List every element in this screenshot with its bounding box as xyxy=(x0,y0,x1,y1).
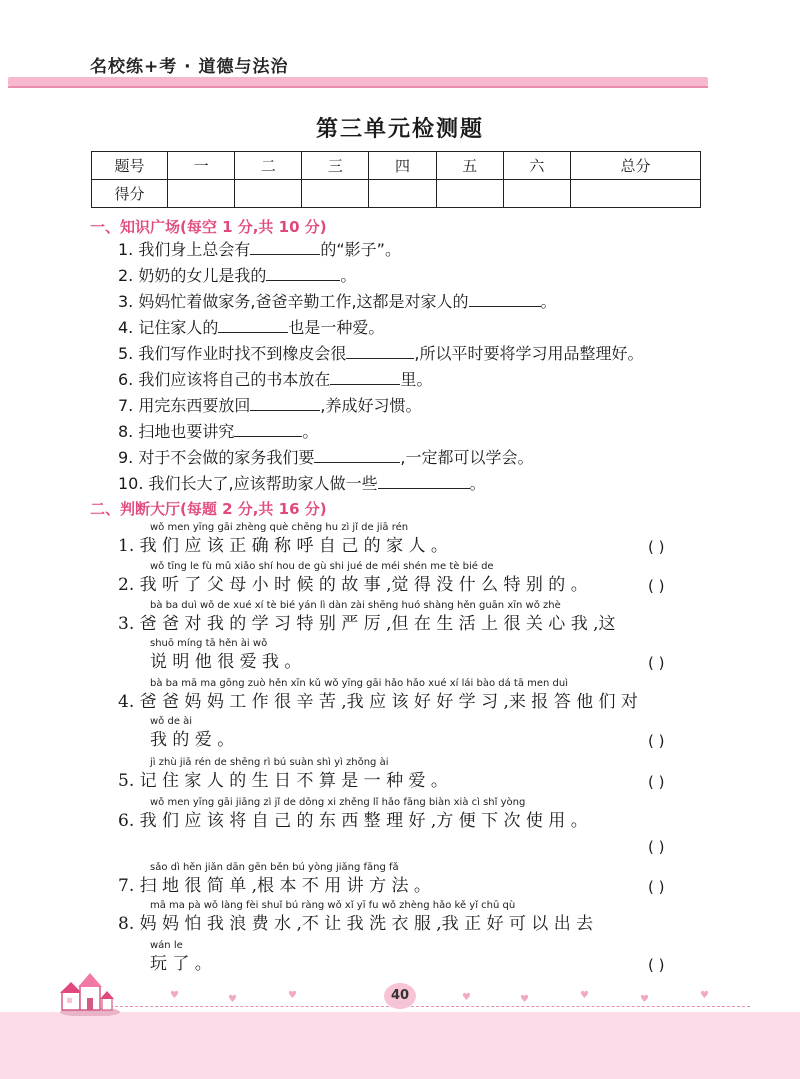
fill-question xyxy=(118,396,421,416)
question-text: 的“影子”。 xyxy=(320,240,401,259)
fill-question xyxy=(118,318,384,338)
judgment-question: 2. 我 听 了 父 母 小 时 候 的 故 事 ,觉 得 没 什 么 特 别 的 。 xyxy=(118,575,588,595)
answer-blank[interactable] xyxy=(250,240,320,255)
score-table-score-row xyxy=(92,180,701,208)
score-cell[interactable] xyxy=(302,180,369,208)
fill-question xyxy=(118,422,318,442)
table-cell: 三 xyxy=(302,152,369,180)
heart-decoration-icon: ♥ xyxy=(580,990,589,1001)
judgment-question: 6. 我 们 应 该 将 自 己 的 东 西 整 理 好 ,方 便 下 次 使 用 。 xyxy=(118,811,588,831)
heart-decoration-icon: ♥ xyxy=(170,990,179,1001)
answer-blank[interactable] xyxy=(346,344,414,359)
answer-blank[interactable] xyxy=(266,266,340,281)
question-text: ,养成好习惯。 xyxy=(320,396,422,415)
question-text: ,所以平时要将学习用品整理好。 xyxy=(414,344,644,363)
answer-parentheses[interactable]: ( ) xyxy=(648,773,665,791)
heart-decoration-icon: ♥ xyxy=(288,990,297,1001)
answer-blank[interactable] xyxy=(314,448,400,463)
pinyin-line: sǎo dì hěn jiǎn dān gēn běn bú yòng jiǎng fāng fǎ xyxy=(150,862,399,873)
pinyin-line: bà ba duì wǒ de xué xí tè bié yán lì dàn zài shēng huó shàng hěn guān xīn wǒ zhè xyxy=(150,600,561,611)
table-cell: 二 xyxy=(235,152,302,180)
question-text: 6. 我们应该将自己的书本放在 xyxy=(118,370,331,389)
score-cell[interactable] xyxy=(570,180,700,208)
table-cell: 六 xyxy=(503,152,570,180)
footer-dashed-line xyxy=(110,1006,750,1007)
pinyin-line: mā ma pà wǒ làng fèi shuǐ bú ràng wǒ xǐ yī fu wǒ zhèng hǎo kě yǐ chū qù xyxy=(150,900,516,911)
answer-blank[interactable] xyxy=(234,422,302,437)
answer-parentheses[interactable]: ( ) xyxy=(648,654,665,672)
question-text: 3. 妈妈忙着做家务,爸爸辛勤工作,这都是对家人的 xyxy=(118,292,469,311)
heart-decoration-icon: ♥ xyxy=(700,990,709,1001)
answer-blank[interactable] xyxy=(250,396,320,411)
footer-band xyxy=(0,1012,800,1079)
judgment-question-cont: 玩 了 。 xyxy=(150,954,212,974)
table-cell: 题号 xyxy=(92,152,168,180)
section-heading: 一、知识广场(每空 1 分,共 10 分) xyxy=(90,218,327,236)
pinyin-line: shuō míng tā hěn ài wǒ xyxy=(150,638,268,649)
judgment-question-cont: 我 的 爱 。 xyxy=(150,730,235,750)
score-cell[interactable] xyxy=(503,180,570,208)
fill-question xyxy=(118,448,533,468)
question-text: 10. 我们长大了,应该帮助家人做一些 xyxy=(118,474,378,493)
score-table xyxy=(91,151,701,208)
heart-decoration-icon: ♥ xyxy=(640,994,649,1005)
score-table-header-row xyxy=(92,152,701,180)
section-heading: 二、判断大厅(每题 2 分,共 16 分) xyxy=(90,500,327,518)
question-text: ,一定都可以学会。 xyxy=(400,448,534,467)
question-text: 8. 扫地也要讲究 xyxy=(118,422,235,441)
fill-question xyxy=(118,344,643,364)
heart-decoration-icon: ♥ xyxy=(228,994,237,1005)
question-text: 。 xyxy=(540,292,557,311)
pinyin-line: wǒ tīng le fù mǔ xiǎo shí hou de gù shi jué de méi shén me tè bié de xyxy=(150,561,494,572)
question-text: 1. 我们身上总会有 xyxy=(118,240,251,259)
fill-question xyxy=(118,240,401,260)
header-stripe-line xyxy=(8,86,708,88)
judgment-question: 8. 妈 妈 怕 我 浪 费 水 ,不 让 我 洗 衣 服 ,我 正 好 可 以 出 去 xyxy=(118,914,594,934)
pinyin-line: jì zhù jiā rén de shēng rì bú suàn shì yì zhǒng ài xyxy=(150,757,389,768)
judgment-question: 7. 扫 地 很 简 单 ,根 本 不 用 讲 方 法 。 xyxy=(118,876,431,896)
question-text: 。 xyxy=(340,266,357,285)
question-text: 里。 xyxy=(400,370,433,389)
answer-parentheses[interactable]: ( ) xyxy=(648,956,665,974)
judgment-question-cont: 说 明 他 很 爱 我 。 xyxy=(150,652,302,672)
header-stripe xyxy=(8,77,708,86)
judgment-question: 4. 爸 爸 妈 妈 工 作 很 辛 苦 ,我 应 该 好 好 学 习 ,来 报 答 他 们 对 xyxy=(118,692,638,712)
page-title: 第三单元检测题 xyxy=(315,116,484,142)
judgment-question: 3. 爸 爸 对 我 的 学 习 特 别 严 厉 ,但 在 生 活 上 很 关 心 我 ,这 xyxy=(118,614,616,634)
pinyin-line: wǒ de ài xyxy=(150,716,193,727)
house-illustration-icon xyxy=(60,970,120,1016)
answer-blank[interactable] xyxy=(218,318,288,333)
table-cell: 五 xyxy=(436,152,503,180)
answer-parentheses[interactable]: ( ) xyxy=(648,732,665,750)
fill-question xyxy=(118,292,557,312)
question-text: 4. 记住家人的 xyxy=(118,318,219,337)
header-title: 名校练+考 · 道德与法治 xyxy=(90,57,289,77)
heart-decoration-icon: ♥ xyxy=(462,992,471,1003)
table-cell: 总分 xyxy=(570,152,700,180)
question-text: 。 xyxy=(469,474,486,493)
pinyin-line: wǒ men yīng gāi jiāng zì jǐ de dōng xi zhěng lǐ hǎo fāng biàn xià cì shǐ yòng xyxy=(150,797,526,808)
pinyin-line: bà ba mā ma gōng zuò hěn xīn kǔ wǒ yīng gāi hǎo hǎo xué xí lái bào dá tā men duì xyxy=(150,678,568,689)
answer-blank[interactable] xyxy=(378,474,470,489)
score-cell[interactable] xyxy=(168,180,235,208)
table-cell: 得分 xyxy=(92,180,168,208)
question-text: 2. 奶奶的女儿是我的 xyxy=(118,266,267,285)
score-cell[interactable] xyxy=(369,180,436,208)
page-number: 40 xyxy=(384,983,416,1009)
answer-blank[interactable] xyxy=(330,370,400,385)
judgment-question: 1. 我 们 应 该 正 确 称 呼 自 己 的 家 人 。 xyxy=(118,536,448,556)
answer-parentheses[interactable]: ( ) xyxy=(648,878,665,896)
pinyin-line: wán le xyxy=(150,940,183,951)
question-text: 5. 我们写作业时找不到橡皮会很 xyxy=(118,344,347,363)
fill-question xyxy=(118,266,356,286)
pinyin-line: wǒ men yīng gāi zhèng què chēng hu zì jǐ de jiā rén xyxy=(150,522,409,533)
question-text: 也是一种爱。 xyxy=(288,318,385,337)
answer-parentheses[interactable]: ( ) xyxy=(648,538,665,556)
question-text: 。 xyxy=(302,422,319,441)
answer-parentheses[interactable]: ( ) xyxy=(648,577,665,595)
fill-question xyxy=(118,474,486,494)
table-cell: 四 xyxy=(369,152,436,180)
table-cell: 一 xyxy=(168,152,235,180)
heart-decoration-icon: ♥ xyxy=(520,994,529,1005)
score-cell[interactable] xyxy=(235,180,302,208)
score-cell[interactable] xyxy=(436,180,503,208)
question-text: 9. 对于不会做的家务我们要 xyxy=(118,448,315,467)
judgment-question: 5. 记 住 家 人 的 生 日 不 算 是 一 种 爱 。 xyxy=(118,771,448,791)
fill-question xyxy=(118,370,432,390)
answer-blank[interactable] xyxy=(469,292,541,307)
answer-parentheses[interactable]: ( ) xyxy=(648,838,665,856)
question-text: 7. 用完东西要放回 xyxy=(118,396,251,415)
